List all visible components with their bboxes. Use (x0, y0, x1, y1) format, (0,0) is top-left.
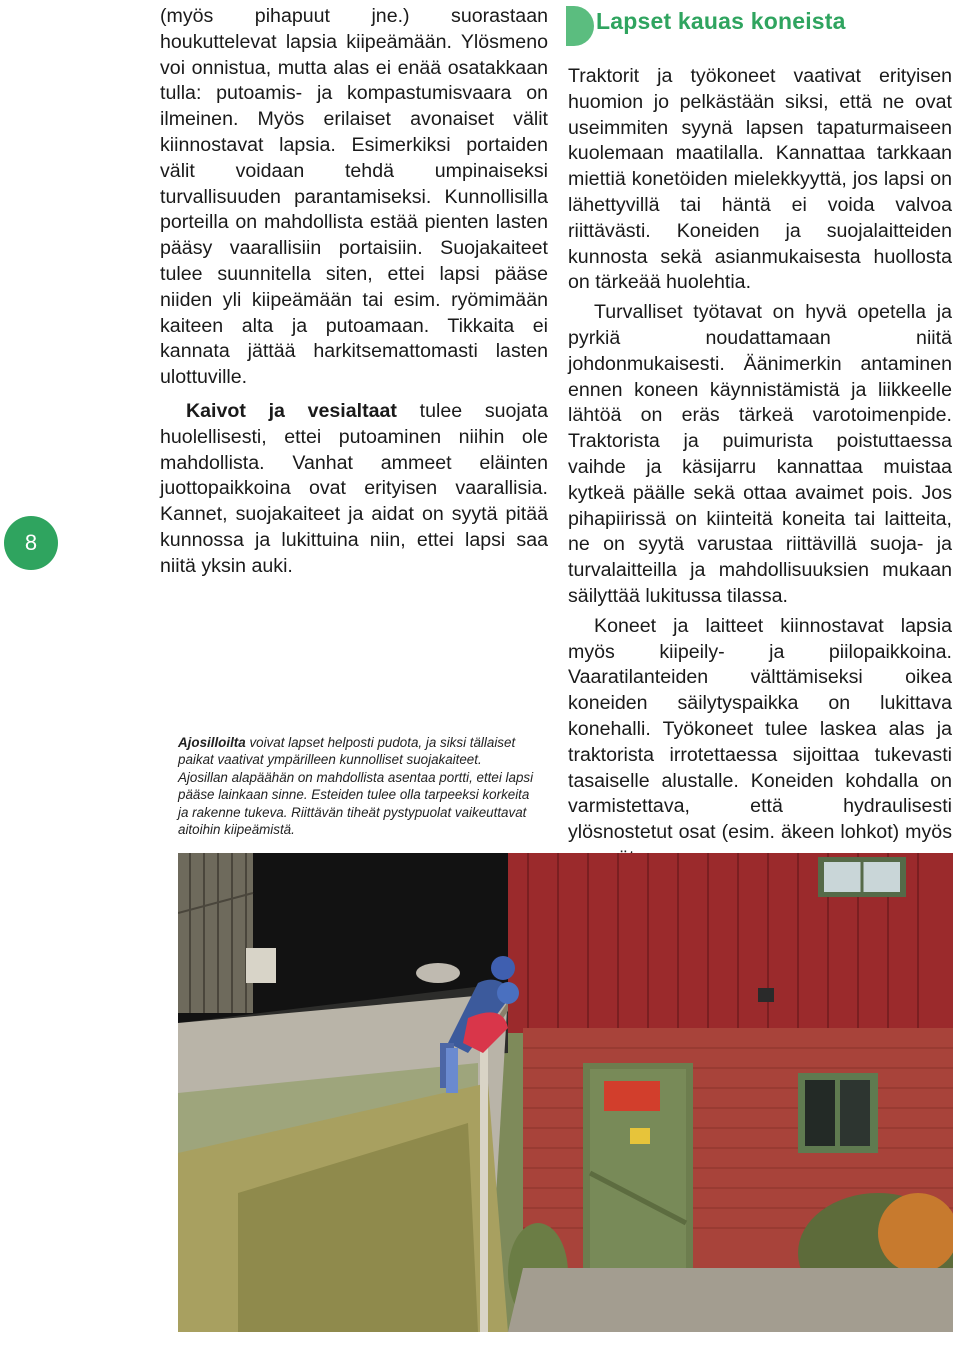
photo-frame-bottom (160, 1332, 953, 1343)
paragraph-tractors: Traktorit ja työkoneet vaativat erityisen huomion jo pelkästään siksi, että ne ovat useimmiten syynä lapsen tapaturmaiseen kuolemaan maatilalla. Kannattaa tarkkaan miettiä konetöiden mielekkyyttä, jos lapsi on lähettyvillä tai häntä ei voida valvoa riittävästi. Koneiden ja suojalaitteiden kunnosta sekä asianmukaisesta huollosta on tärkeää huolehtia. (568, 65, 952, 294)
page-number-badge: 8 (4, 516, 58, 570)
paragraph-climbing: (myös pihapuut jne.) suorastaan houkuttelevat lapsia kiipeämään. Ylösmeno voi onnistua, mutta alas ei enää osatakkaan tulla: putoamis- ja kompastumisvaara on ilmeinen. Myös erilaiset avonaiset välit kiinnostavat lapsia. Esimerkiksi portaiden välit voidaan tehdä umpinaiseksi turvallisuuden parantamiseksi. Kunnollisilla porteilla on mahdollista estää pienten lasten pääsy vaarallisiin portaisiin. Suojakaiteet tulee suunnitella siten, ettei lapsi pääse niiden yli kiipeämään tai esim. ryömimään kaiteen alta ja putoamaan. Tikkaita ei kannata jättää harkitsemattomasti lasten ulottuville. (160, 5, 548, 389)
caption-text: voivat lapset helposti pudota, ja siksi tällaiset paikat vaativat ympärilleen kunnolliset suojakaiteet. Ajosillan alapäähän on mahdollista asentaa portti, ettei lapsi pääse lainkaan sinne. Esteiden tulee olla tarpeeksi korkeita ja rakenne tukeva. Riittävän tiheät pystypuolat vaikeuttavat aitoihin kiipeämistä. (178, 735, 534, 838)
barn-photo-illustration (178, 853, 953, 1332)
section-heading-row (568, 4, 952, 44)
photo-frame-left (160, 853, 178, 1343)
barn-photo (178, 853, 953, 1332)
paragraph-safe-practices: Turvalliset työtavat on hyvä opetella ja pyrkiä noudattamaan niitä johdonmukaisesti. Äänimerkin antaminen ennen koneen käynnistämistä ja liikkeelle lähtöä on eräs tärkeä varotoimenpide. Traktorista ja puimurista poistuttaessa vaihde ja käsijarru kannattaa muistaa kytkeä päälle sekä ottaa avaimet pois. Jos pihapiirissä on kiinteitä koneita tai laitteita, ne on syytä varustaa riittävillä suoja- ja turvalaitteilla ja mahdollisuuksien mukaan säilyttää lukitussa tilassa. (568, 301, 952, 607)
section-heading: Lapset kauas koneista (596, 8, 846, 34)
paragraph-machine-storage: Koneet ja laitteet kiinnostavat lapsia myös kiipeily- ja piilopaikkoina. Vaaratilanteiden välttämiseksi oikea koneiden säilytyspaikka on lukittava konehalli. Työkoneet tulee laskea alas ja traktorista irrotettaessa sijoittaa tukevasti tasaiselle alustalle. Koneiden kohdalla on varmistettava, että hydraulisesti ylösnostetut osat (esim. äkeen lohkot) myös (568, 614, 952, 844)
right-text-column (568, 4, 952, 872)
photo-caption (178, 734, 534, 838)
heading-tab-marker (566, 6, 594, 46)
wells-bold-lead: Kaivot ja vesialtaat (186, 399, 397, 422)
right-column-body (568, 64, 952, 872)
left-text-column (160, 4, 548, 580)
wells-text: tulee suojata huolellisesti, ettei putoaminen niihin ole mahdollista. Vanhat ammeet eläinten juottopaikkoina ovat erityisen vaarallisia. Kannet, suojakaiteet ja aidat on syytä pitää kunnossa ja lukittuina niin, ettei lapsi saa niitä yksin auki. (160, 399, 548, 577)
paragraph-wells (160, 399, 548, 580)
caption-bold-lead: Ajosilloilta (178, 735, 246, 750)
